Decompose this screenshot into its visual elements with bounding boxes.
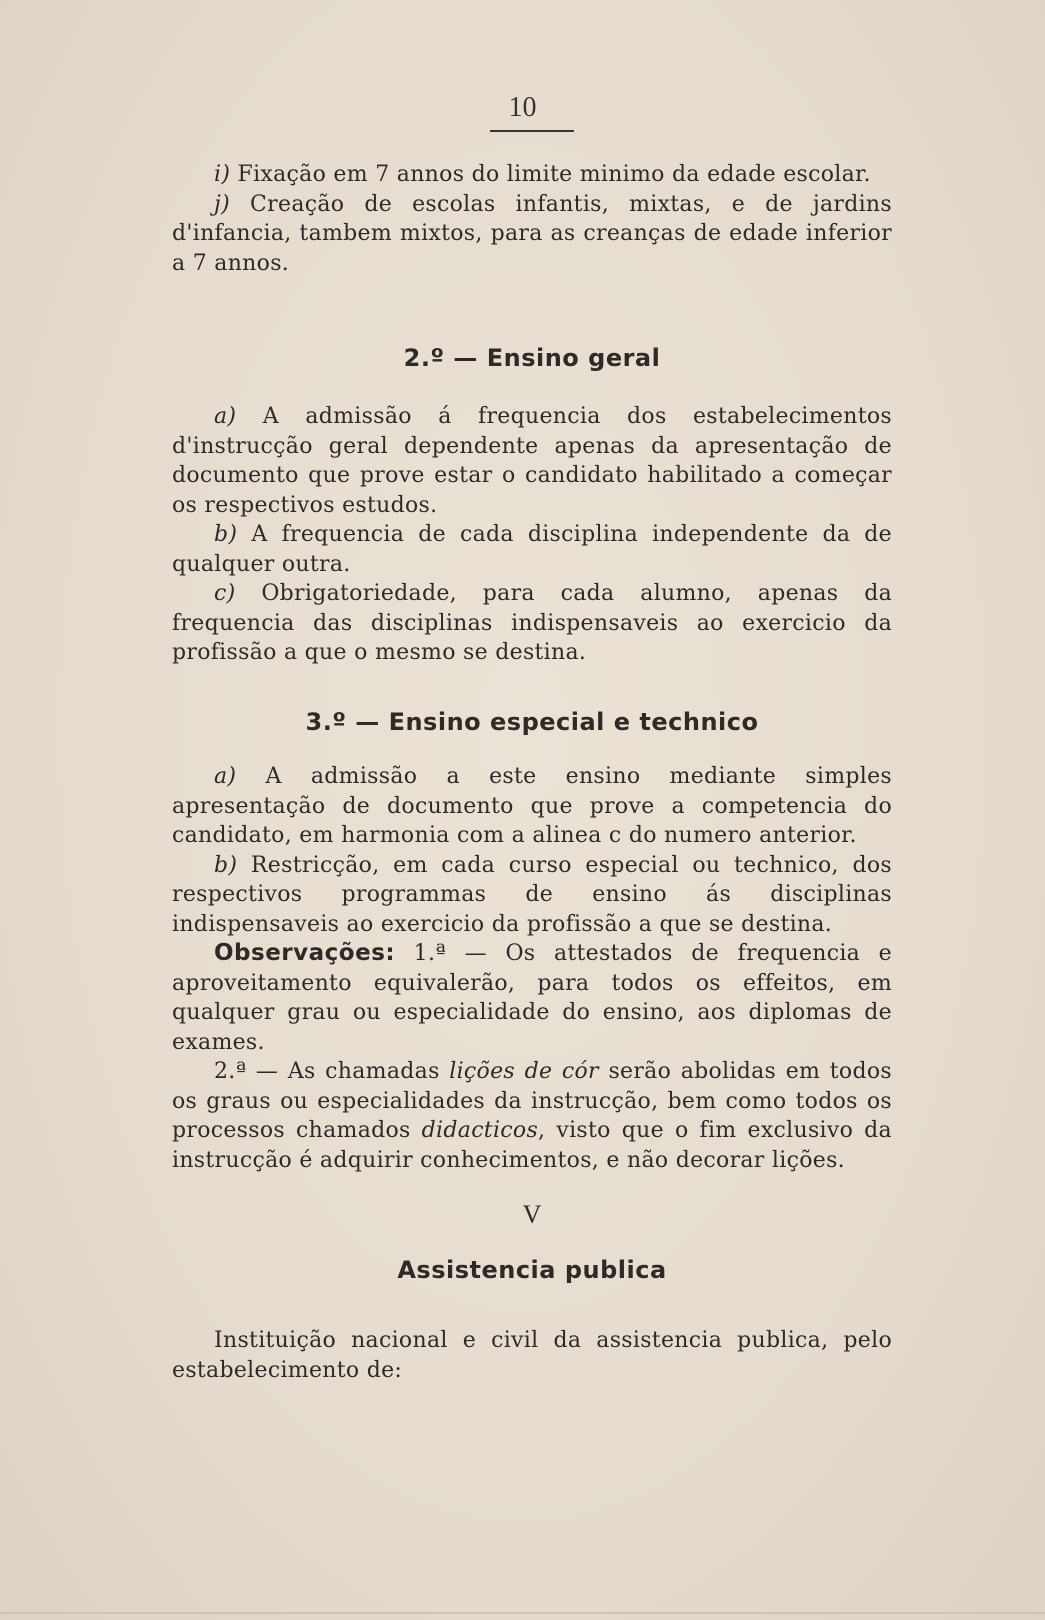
section-dash: —: [444, 344, 487, 372]
observation-1: 1.ª — Os attestados de frequencia e aproveitamento equivalerão, para todos os effeitos, em qualquer grau ou especialidade do ensino, aos diplomas de exames.: [172, 941, 892, 1055]
observation-2-end: , visto que o fim exclusivo da instrucção é adquirir conhecimentos, e não decorar lições.: [172, 1118, 892, 1173]
closing-section: [172, 1326, 892, 1385]
page-number: 10: [508, 92, 537, 123]
observations-second: [172, 1057, 892, 1175]
section-heading-2: [172, 344, 892, 372]
item-mark: i): [214, 162, 231, 187]
section-title: Ensino especial e technico: [388, 708, 759, 736]
item-mark: a): [214, 764, 237, 789]
item-mark: a): [214, 404, 237, 429]
closing-paragraph: Instituição nacional e civil da assistencia publica, pelo estabelecimento de:: [172, 1328, 892, 1383]
observation-2-mid: serão abolidas em todos os graus ou especialidades da instrucção, bem como todos os processos chamados: [172, 1059, 892, 1143]
page-edge: [0, 1612, 1045, 1614]
section-number: 3.º: [305, 708, 347, 736]
observation-2-italic-1: lições de cór: [449, 1059, 599, 1084]
item-mark: c): [214, 581, 236, 606]
item-text: Restricção, em cada curso especial ou technico, dos respectivos programmas de ensino ás disciplinas indispensaveis ao exercicio da profissão a que se destina.: [172, 852, 892, 937]
chapter-title: Assistencia publica: [397, 1256, 667, 1284]
item-mark: j): [214, 191, 231, 217]
observation-2-start: 2.ª — As chamadas: [214, 1059, 450, 1084]
item-mark: b): [214, 522, 238, 547]
item-text: Obrigatoriedade, para cada alumno, apenas da frequencia das disciplinas indispensaveis ao exercicio da profissão a que o mesmo se destina.: [172, 581, 892, 665]
list-section-3: [172, 762, 892, 1175]
observations-first: [172, 939, 892, 1057]
section-number: 2.º: [403, 344, 445, 372]
list-item-c: [172, 579, 892, 668]
item-text: A admissão á frequencia dos estabelecimentos d'instrucção geral dependente apenas da apresentação de documento que prove estar o candidato habilitado a começar os respectivos estudos.: [172, 404, 892, 518]
list-item-a: [172, 402, 892, 520]
section-title: Ensino geral: [486, 344, 661, 372]
section-dash: —: [346, 708, 389, 736]
item-text: Fixação em 7 annos do limite minimo da edade escolar.: [230, 162, 871, 187]
item-text: A admissão a este ensino mediante simples apresentação de documento que prove a competencia do candidato, em harmonia com a alinea c do numero anterior.: [172, 764, 892, 848]
chapter-number: V: [522, 1200, 542, 1229]
list-item-b: [172, 520, 892, 579]
section-heading-3: [172, 708, 892, 736]
list-item-a: [172, 762, 892, 851]
observation-2-italic-2: didacticos: [421, 1118, 539, 1143]
list-item-i: [172, 160, 892, 190]
list-section-1: [172, 160, 892, 278]
page-number-rule: [490, 130, 574, 132]
observations-label: Observações:: [214, 940, 396, 966]
list-item-j: [172, 190, 892, 279]
list-section-2: [172, 402, 892, 668]
list-item-b: [172, 851, 892, 940]
item-mark: b): [214, 852, 238, 878]
item-text: A frequencia de cada disciplina independente da de qualquer outra.: [172, 522, 892, 577]
item-text: Creação de escolas infantis, mixtas, e de jardins d'infancia, tambem mixtos, para as creanças de edade inferior a 7 annos.: [172, 191, 892, 276]
